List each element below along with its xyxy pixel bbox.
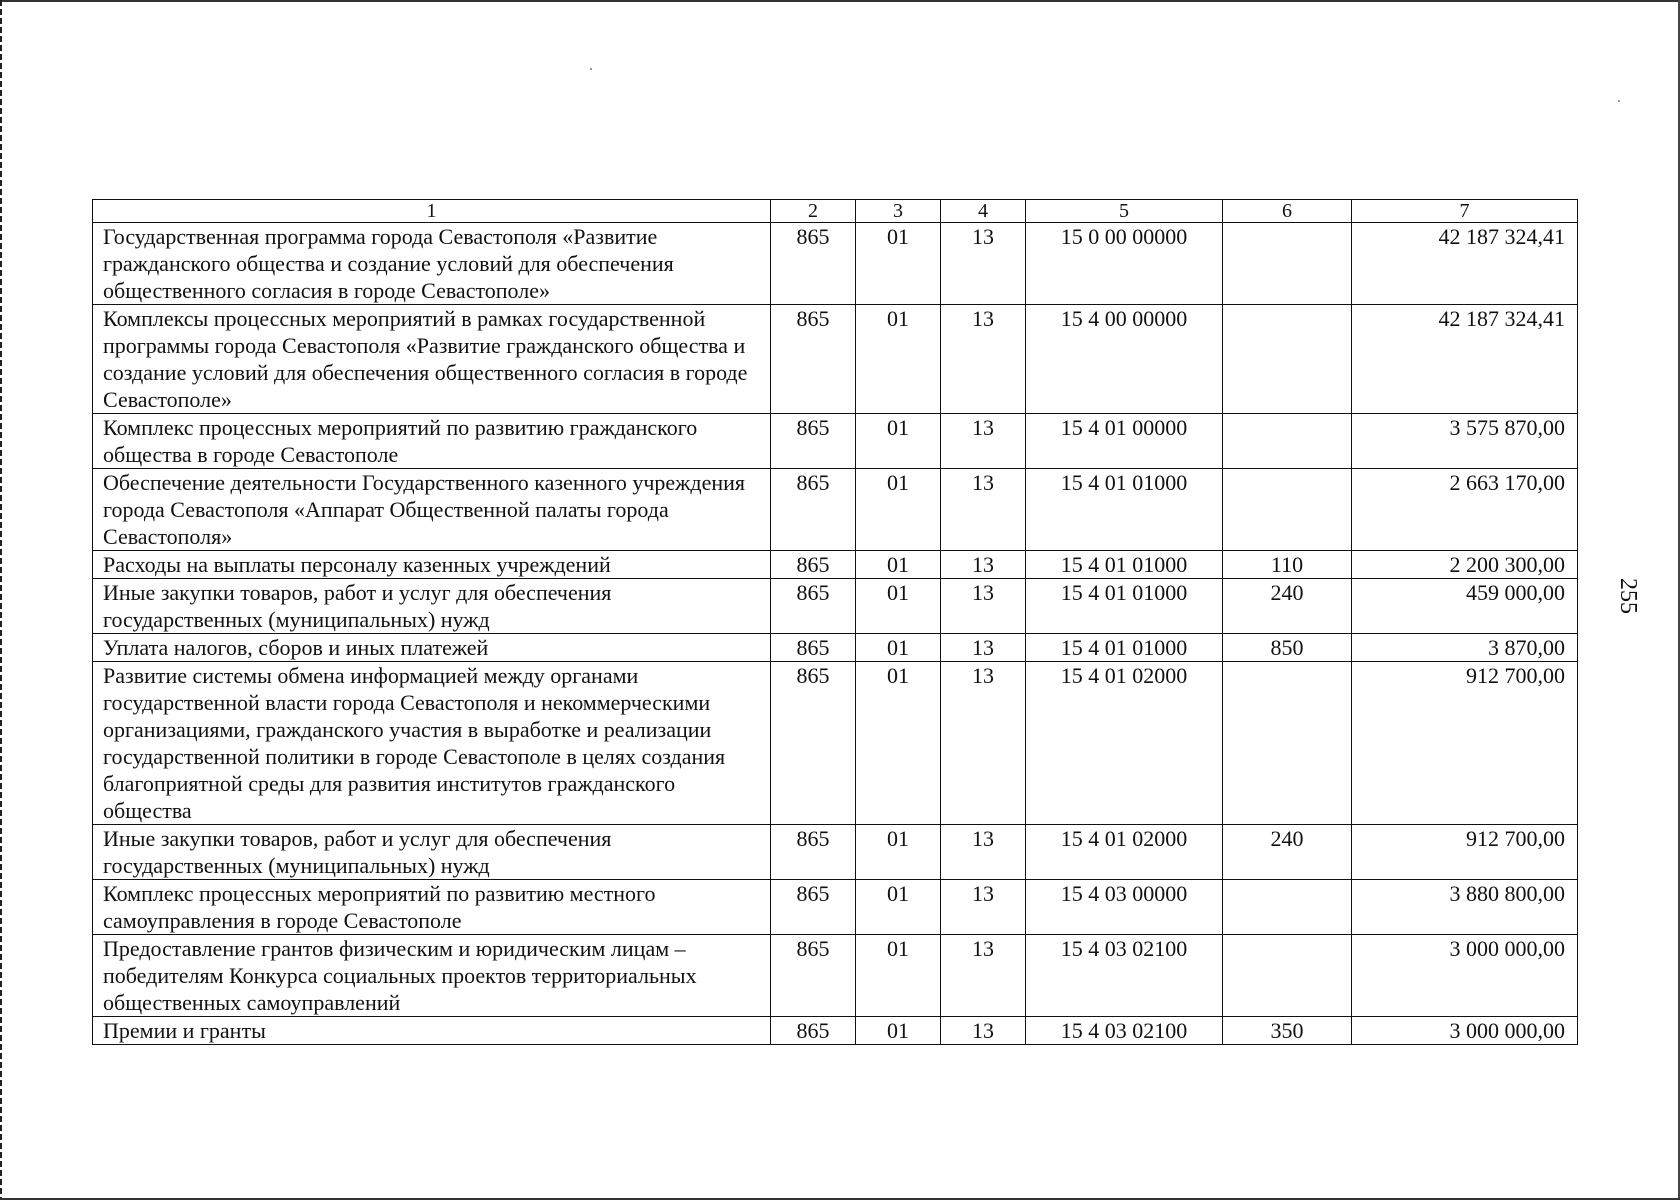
row-vr-cell <box>1223 414 1352 469</box>
row-pr-cell: 13 <box>941 880 1026 935</box>
row-name-cell: Иные закупки товаров, работ и услуг для обеспечения государственных (муниципальных) нужд <box>93 825 771 880</box>
row-pr-cell: 13 <box>941 634 1026 662</box>
row-vr-cell: 110 <box>1223 551 1352 579</box>
row-sum-cell: 3 575 870,00 <box>1352 414 1578 469</box>
row-csr-cell: 15 4 01 00000 <box>1026 414 1223 469</box>
scan-speck <box>1618 100 1620 102</box>
row-sum-cell: 2 663 170,00 <box>1352 469 1578 551</box>
row-pr-cell: 13 <box>941 579 1026 634</box>
header-cell-4: 4 <box>941 200 1026 223</box>
row-pr-cell: 13 <box>941 1017 1026 1045</box>
row-sum-cell: 912 700,00 <box>1352 662 1578 825</box>
row-vr-cell: 850 <box>1223 634 1352 662</box>
row-pr-cell: 13 <box>941 414 1026 469</box>
table-row <box>93 1017 1578 1045</box>
row-rz-cell: 01 <box>856 223 941 305</box>
row-sum-cell: 2 200 300,00 <box>1352 551 1578 579</box>
row-vr-cell: 240 <box>1223 579 1352 634</box>
row-name-cell: Расходы на выплаты персоналу казенных учреждений <box>93 551 771 579</box>
row-rz-cell: 01 <box>856 305 941 414</box>
row-pr-cell: 13 <box>941 935 1026 1017</box>
row-name-cell: Уплата налогов, сборов и иных платежей <box>93 634 771 662</box>
row-csr-cell: 15 0 00 00000 <box>1026 223 1223 305</box>
row-vr-cell <box>1223 935 1352 1017</box>
row-name-cell: Обеспечение деятельности Государственного казенного учреждения города Севастополя «Аппарат Общественной палаты города Севастополя» <box>93 469 771 551</box>
table-row <box>93 662 1578 825</box>
header-cell-1: 1 <box>93 200 771 223</box>
header-cell-7: 7 <box>1352 200 1578 223</box>
table-row <box>93 634 1578 662</box>
row-name-cell: Комплекс процессных мероприятий по развитию местного самоуправления в городе Севастополе <box>93 880 771 935</box>
row-vr-cell <box>1223 469 1352 551</box>
row-rz-cell: 01 <box>856 469 941 551</box>
row-ved-cell: 865 <box>771 662 856 825</box>
row-pr-cell: 13 <box>941 223 1026 305</box>
row-csr-cell: 15 4 01 01000 <box>1026 579 1223 634</box>
table-row <box>93 414 1578 469</box>
row-sum-cell: 42 187 324,41 <box>1352 305 1578 414</box>
row-csr-cell: 15 4 01 01000 <box>1026 551 1223 579</box>
row-name-cell: Иные закупки товаров, работ и услуг для обеспечения государственных (муниципальных) нужд <box>93 579 771 634</box>
scan-edge-top <box>0 0 1680 2</box>
page-number: 255 <box>1615 578 1641 614</box>
header-cell-6: 6 <box>1223 200 1352 223</box>
row-csr-cell: 15 4 03 02100 <box>1026 935 1223 1017</box>
row-vr-cell <box>1223 223 1352 305</box>
row-name-cell: Государственная программа города Севастополя «Развитие гражданского общества и создание условий для обеспечения общественного согласия в городе Севастополе» <box>93 223 771 305</box>
table-row <box>93 223 1578 305</box>
row-ved-cell: 865 <box>771 634 856 662</box>
row-csr-cell: 15 4 01 02000 <box>1026 662 1223 825</box>
row-ved-cell: 865 <box>771 1017 856 1045</box>
scan-speck <box>590 68 592 70</box>
table-row <box>93 305 1578 414</box>
table-row <box>93 935 1578 1017</box>
row-csr-cell: 15 4 03 00000 <box>1026 880 1223 935</box>
row-ved-cell: 865 <box>771 305 856 414</box>
row-rz-cell: 01 <box>856 825 941 880</box>
row-name-cell: Комплекс процессных мероприятий по развитию гражданского общества в городе Севастополе <box>93 414 771 469</box>
row-rz-cell: 01 <box>856 935 941 1017</box>
row-vr-cell: 240 <box>1223 825 1352 880</box>
header-cell-2: 2 <box>771 200 856 223</box>
row-ved-cell: 865 <box>771 880 856 935</box>
row-vr-cell <box>1223 880 1352 935</box>
row-ved-cell: 865 <box>771 223 856 305</box>
row-rz-cell: 01 <box>856 1017 941 1045</box>
header-cell-3: 3 <box>856 200 941 223</box>
row-vr-cell: 350 <box>1223 1017 1352 1045</box>
table-row <box>93 469 1578 551</box>
table-row <box>93 880 1578 935</box>
row-ved-cell: 865 <box>771 414 856 469</box>
row-rz-cell: 01 <box>856 634 941 662</box>
row-ved-cell: 865 <box>771 935 856 1017</box>
row-csr-cell: 15 4 00 00000 <box>1026 305 1223 414</box>
table-row <box>93 825 1578 880</box>
row-sum-cell: 3 880 800,00 <box>1352 880 1578 935</box>
row-name-cell: Развитие системы обмена информацией между органами государственной власти города Севастополя и некоммерческими организациями, гражданского участия в выработке и реализации государственной политики в городе Севастополе в целях создания благоприятной среды для развития институтов гражданского общества <box>93 662 771 825</box>
row-sum-cell: 459 000,00 <box>1352 579 1578 634</box>
budget-table-body <box>93 200 1578 1045</box>
row-pr-cell: 13 <box>941 305 1026 414</box>
table-header-row <box>93 200 1578 223</box>
row-ved-cell: 865 <box>771 579 856 634</box>
row-csr-cell: 15 4 01 01000 <box>1026 469 1223 551</box>
row-ved-cell: 865 <box>771 469 856 551</box>
row-csr-cell: 15 4 01 01000 <box>1026 634 1223 662</box>
scan-edge-left <box>0 0 2 1200</box>
row-rz-cell: 01 <box>856 880 941 935</box>
row-vr-cell <box>1223 662 1352 825</box>
row-pr-cell: 13 <box>941 551 1026 579</box>
row-pr-cell: 13 <box>941 469 1026 551</box>
row-pr-cell: 13 <box>941 662 1026 825</box>
row-rz-cell: 01 <box>856 551 941 579</box>
row-sum-cell: 3 000 000,00 <box>1352 1017 1578 1045</box>
budget-table <box>92 199 1578 1045</box>
row-sum-cell: 3 000 000,00 <box>1352 935 1578 1017</box>
row-name-cell: Премии и гранты <box>93 1017 771 1045</box>
row-rz-cell: 01 <box>856 579 941 634</box>
row-sum-cell: 3 870,00 <box>1352 634 1578 662</box>
row-name-cell: Предоставление грантов физическим и юридическим лицам – победителям Конкурса социальных проектов территориальных общественных самоуправлений <box>93 935 771 1017</box>
row-csr-cell: 15 4 01 02000 <box>1026 825 1223 880</box>
row-csr-cell: 15 4 03 02100 <box>1026 1017 1223 1045</box>
row-sum-cell: 912 700,00 <box>1352 825 1578 880</box>
row-rz-cell: 01 <box>856 662 941 825</box>
row-pr-cell: 13 <box>941 825 1026 880</box>
row-sum-cell: 42 187 324,41 <box>1352 223 1578 305</box>
table-row <box>93 579 1578 634</box>
row-ved-cell: 865 <box>771 825 856 880</box>
table-row <box>93 551 1578 579</box>
row-vr-cell <box>1223 305 1352 414</box>
row-ved-cell: 865 <box>771 551 856 579</box>
row-name-cell: Комплексы процессных мероприятий в рамках государственной программы города Севастополя «Развитие гражданского общества и создание условий для обеспечения общественного согласия в городе Севастополе» <box>93 305 771 414</box>
header-cell-5: 5 <box>1026 200 1223 223</box>
row-rz-cell: 01 <box>856 414 941 469</box>
